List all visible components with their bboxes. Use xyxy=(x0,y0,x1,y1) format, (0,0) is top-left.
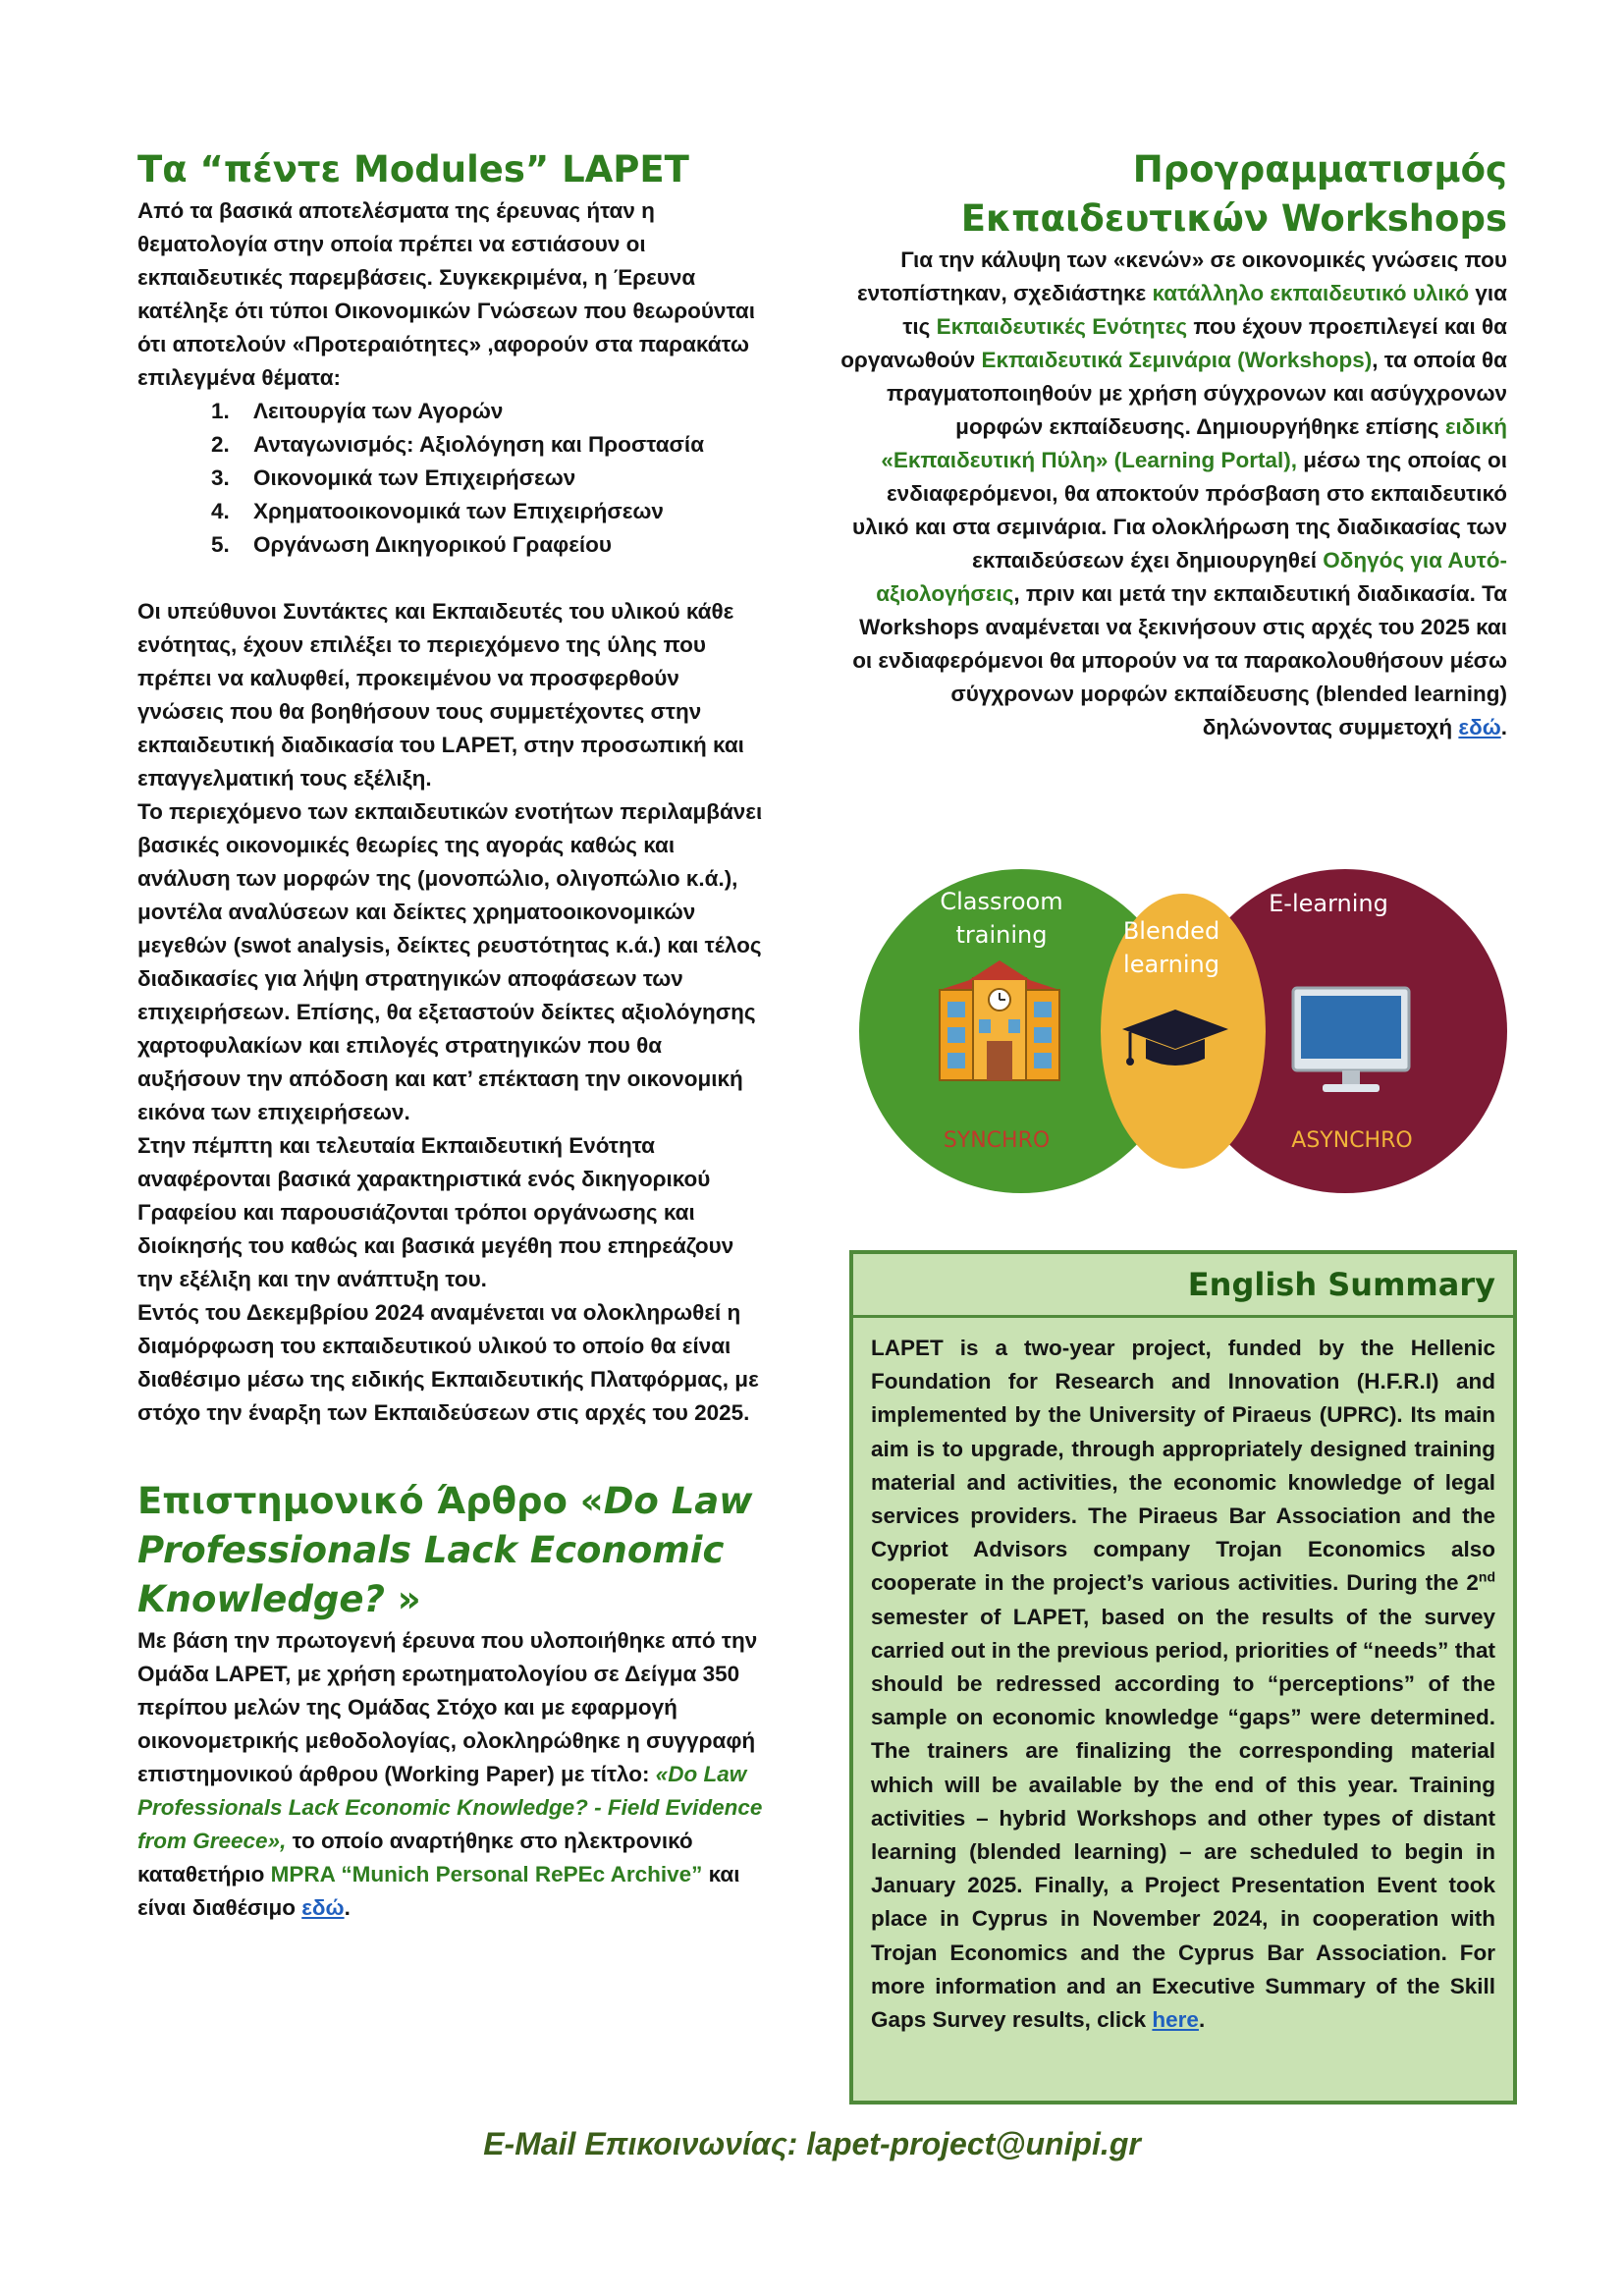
highlight-units: Εκπαιδευτικές Ενότητες xyxy=(936,314,1188,339)
workshops-paragraph xyxy=(839,244,1507,744)
article-text: το οποίο αναρτήθηκε στο ηλεκτρονικό καταθετήριο xyxy=(137,1829,693,1886)
highlight-portal: ειδική «Εκπαιδευτική Πύλη» (Learning Portal), xyxy=(881,414,1507,472)
article-heading-title: Do Law Professionals Lack Economic Knowledge? xyxy=(137,1480,753,1620)
body-paragraph: Οι υπεύθυνοι Συντάκτες και Εκπαιδευτές του υλικού κάθε ενότητας, έχουν επιλέξει το περιεχόμενο της ύλης που πρέπει να καλυφθεί, προκειμένου να προσφερθούν γνώσεις που θα βοηθήσουν τους συμμετέχοντες στην εκπαιδευτική διαδικασία του LAPET, στην προσωπική και επαγγελματική τους εξέλιξη. xyxy=(137,599,744,791)
list-item: 4. Χρηματοοικονομικά των Επιχειρήσεων xyxy=(236,495,766,528)
summary-text: semester of LAPET, based on the results of the survey carried out in the previous period, priorities of “needs” that should be redressed according to “perceptions” of the sample on economic knowledge “gaps” were determined. The trainers are finalizing the corresponding material which will be available by the end of this year. Training activities – hybrid Workshops and other types of distant learning (blended learning) – are scheduled to begin in January 2025. Finally, a Project Presentation Event took place in Cyprus in November 2024, in cooperation with Trojan Economics and the Cyprus Bar Association. For more information and an Executive Summary of the Skill Gaps Survey results, click xyxy=(871,1604,1495,2033)
modules-section xyxy=(137,194,766,1430)
workshops-text: , τα οποία θα πραγματοποιηθούν με χρήση σύγχρονων και ασύγχρονων μορφών εκπαίδευσης. Δημιουργήθηκε επίσης xyxy=(887,348,1507,439)
article-text: Με βάση την πρωτογενή έρευνα που υλοποιήθηκε από την Ομάδα LAPET, με χρήση ερωτηματολογίου σε Δείγμα 350 περίπου μελών της Ομάδας Στόχο και με εφαρμογή οικονομετρικής μεθοδολογίας, ολοκληρώθηκε η συγγραφή επιστημονικού άρθρου (Working Paper) με τίτλο: xyxy=(137,1628,758,1786)
venn-foot-synchro: SYNCHRO xyxy=(943,1128,1051,1153)
venn-foot-asynchro: ASYNCHRO xyxy=(1291,1128,1413,1153)
highlight-seminars: Εκπαιδευτικά Σεμινάρια (Workshops) xyxy=(981,348,1373,372)
summary-text: LAPET is a two-year project, funded by the Hellenic Foundation for Research and Innovation (H.F.R.I) and implemented by the University of Piraeus (UPRC). Its main aim is to upgrade, through appropriately designed training material and activities, the economic knowledge of legal services providers. The Piraeus Bar Association and the Cypriot Advisors company Trojan Economics also cooperate in the project’s various activities. During the 2 xyxy=(871,1336,1495,1596)
left-column xyxy=(137,145,766,1925)
venn-label-training: training xyxy=(955,921,1048,949)
summary-body xyxy=(853,1318,1513,2037)
right-column xyxy=(839,145,1507,744)
article-end: . xyxy=(344,1895,351,1920)
workshops-text: , πριν και μετά την εκπαιδευτική διαδικασία. Τα Workshops αναμένεται να ξεκινήσουν στις αρχές του 2025 και οι ενδιαφερόμενοι θα μπορούν να τα παρακολουθήσουν μέσω σύγχρονων μορφών εκπαίδευσης (blended learning) δηλώνοντας συμμετοχή xyxy=(852,581,1507,739)
body-paragraph: Στην πέμπτη και τελευταία Εκπαιδευτική Ενότητα αναφέρονται βασικά χαρακτηριστικά ενός δικηγορικού Γραφείου και παρουσιάζονται τρόποι οργάνωσης και διοίκησής του καθώς και βασικά μεγέθη που επηρεάζουν την εξέλιξη και την ανάπτυξη του. xyxy=(137,1133,734,1291)
article-heading-text: Επιστημονικό Άρθρο « xyxy=(137,1480,604,1522)
body-paragraph: Το περιεχόμενο των εκπαιδευτικών ενοτήτων περιλαμβάνει βασικές οικονομικές θεωρίες της αγοράς καθώς και ανάλυση των μορφών της (μονοπώλιο, ολιγοπώλιο κ.ά.), μοντέλα αναλύσεων και δείκτες χρηματοοικονομικών μεγεθών (swot analysis, δείκτες ρευστότητας κ.ά.) και τέλος διαδικασίες για λήψη στρατηγικών αποφάσεων των επιχειρήσεων. Επίσης, θα εξεταστούν δείκτες αξιολόγησης χαρτοφυλακίων και επιλογές στρατηγικών που θα αυξήσουν την απόδοση και κατ’ επέκταση την οικονομική εικόνα των επιχειρήσεων. xyxy=(137,799,763,1124)
contact-email: E-Mail Επικοινωνίας: lapet-project@unipi.gr xyxy=(483,2126,1141,2161)
venn-label-classroom: Classroom xyxy=(940,888,1063,915)
english-summary-box xyxy=(849,1250,1517,2105)
modules-intro: Από τα βασικά αποτελέσματα της έρευνας ήταν η θεματολογία στην οποία πρέπει να εστιάσουν οι εκπαιδευτικές παρεμβάσεις. Συγκεκριμένα, η Έρευνα κατέληξε ότι τύποι Οικονομικών Γνώσεων που θεωρούνται ότι αποτελούν «Προτεραιότητες» ,αφορούν στα παρακάτω επιλεγμένα θέματα: xyxy=(137,198,756,390)
workshops-heading-line2: Εκπαιδευτικών Workshops xyxy=(960,197,1507,240)
article-heading-close: » xyxy=(384,1578,421,1620)
workshops-text: Για την κάλυψη των «κενών» σε οικονομικές γνώσεις που εντοπίστηκαν, σχεδιάστηκε xyxy=(857,247,1507,305)
workshops-heading xyxy=(839,145,1507,244)
highlight-material: κατάλληλο εκπαιδευτικό υλικό xyxy=(1152,281,1470,305)
learning-venn-diagram xyxy=(859,862,1507,1201)
list-item: 2. Ανταγωνισμός: Αξιολόγηση και Προστασία xyxy=(236,428,766,462)
summary-link[interactable]: here xyxy=(1152,2007,1199,2033)
list-item: 1. Λειτουργία των Αγορών xyxy=(236,395,766,428)
workshops-heading-line1: Προγραμματισμός xyxy=(1132,148,1507,191)
summary-end: . xyxy=(1198,2007,1206,2033)
venn-label-elearning: E-learning xyxy=(1269,890,1388,917)
article-heading xyxy=(137,1477,766,1624)
repository-name: MPRA “Munich Personal RePEc Archive” xyxy=(270,1862,703,1886)
summary-superscript: nd xyxy=(1478,1568,1495,1585)
body-paragraph: Εντός του Δεκεμβρίου 2024 αναμένεται να ολοκληρωθεί η διαμόρφωση του εκπαιδευτικού υλικού το οποίο θα είναι διαθέσιμο μέσω της ειδικής Εκπαιδευτικής Πλατφόρμας, με στόχο την έναρξη των Εκπαιδεύσεων στις αρχές του 2025. xyxy=(137,1300,759,1425)
workshops-section xyxy=(839,244,1507,744)
article-paragraph xyxy=(137,1624,766,1925)
article-section xyxy=(137,1624,766,1925)
summary-title: English Summary xyxy=(853,1254,1513,1318)
article-text: και είναι διαθέσιμο xyxy=(137,1862,740,1920)
list-item: 5. Οργάνωση Δικηγορικού Γραφείου xyxy=(236,528,766,562)
workshops-link[interactable]: εδώ xyxy=(1458,715,1501,739)
venn-label-learning: learning xyxy=(1123,951,1219,978)
workshops-text: μέσω της οποίας οι ενδιαφερόμενοι, θα αποκτούν πρόσβαση στο εκπαιδευτικό υλικό και στα σεμινάρια. Για ολοκλήρωση της διαδικασίας των εκπαιδεύσεων έχει δημιουργηθεί xyxy=(852,448,1507,573)
paper-title: «Do Law Professionals Lack Economic Knowledge? - Field Evidence from Greece», xyxy=(137,1762,763,1853)
venn-label-blended: Blended xyxy=(1122,917,1220,945)
workshops-text: για τις xyxy=(902,281,1507,339)
modules-list xyxy=(137,395,766,562)
modules-heading: Τα “πέντε Modules” LAPET xyxy=(137,148,689,191)
venn-svg xyxy=(859,862,1507,1201)
workshops-end: . xyxy=(1500,715,1507,739)
workshops-text: που έχουν προεπιλεγεί και θα οργανωθούν xyxy=(840,314,1507,372)
list-item: 3. Οικονομικά των Επιχειρήσεων xyxy=(236,462,766,495)
article-link[interactable]: εδώ xyxy=(301,1895,345,1920)
highlight-guide: Οδηγός για Αυτό-αξιολογήσεις xyxy=(876,548,1507,606)
